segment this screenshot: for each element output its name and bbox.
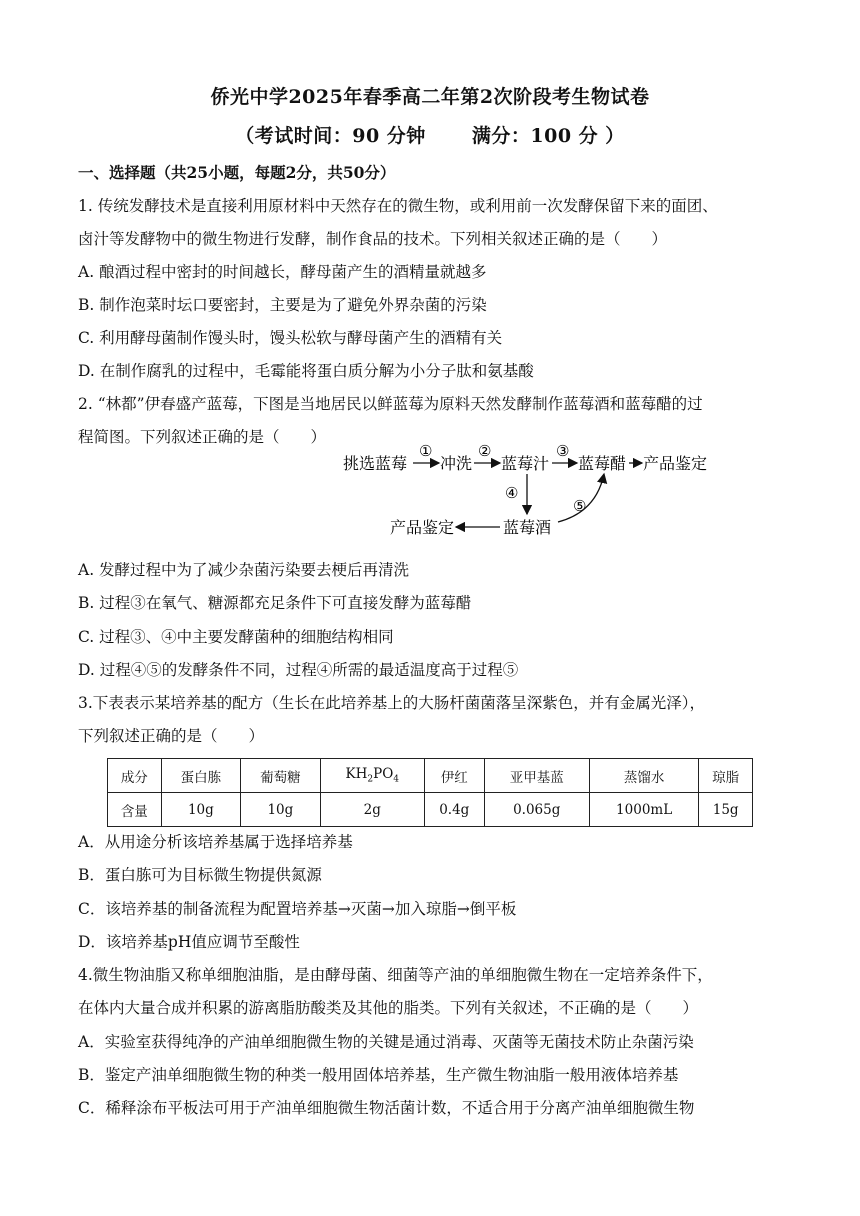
table-row <box>108 759 753 793</box>
table-cell: 10g <box>241 793 320 827</box>
table-cell: 成分 <box>108 759 162 793</box>
table-cell: 含量 <box>108 793 162 827</box>
q1-option-d: D. 在制作腐乳的过程中，毛霉能将蛋白质分解为小分子肽和氨基酸 <box>78 362 534 380</box>
table-cell: 15g <box>699 793 753 827</box>
q1-stem-line1: 1. 传统发酵技术是直接利用原材料中天然存在的微生物，或利用前一次发酵保留下来的面团、 <box>78 197 718 215</box>
step-5-label: ⑤ <box>573 497 587 515</box>
q3-option-b: B．蛋白胨可为目标微生物提供氮源 <box>78 866 322 884</box>
q2-option-a: A. 发酵过程中为了减少杂菌污染要去梗后再清洗 <box>78 561 410 579</box>
table-cell: 亚甲基蓝 <box>484 759 589 793</box>
q4-stem-line1: 4.微生物油脂又称单细胞油脂，是由酵母菌、细菌等产油的单细胞微生物在一定培养条件下， <box>78 966 713 984</box>
chem-kh: KH <box>345 766 368 783</box>
section-heading: 一、选择题（共25小题，每题2分，共50分） <box>78 163 396 182</box>
table-cell: 琼脂 <box>699 759 753 793</box>
chem-sub-2: 2 <box>367 774 374 785</box>
table-cell: 伊红 <box>424 759 484 793</box>
q2-option-d: D. 过程④⑤的发酵条件不同，过程④所需的最适温度高于过程⑤ <box>78 661 519 679</box>
table-cell: 2g <box>320 793 424 827</box>
q3-stem-line1: 3.下表表示某培养基的配方（生长在此培养基上的大肠杆菌菌落呈深紫色，并有金属光泽）， <box>78 694 706 712</box>
step-1-label: ① <box>419 442 433 460</box>
q4-option-b: B．鉴定产油单细胞微生物的种类一般用固体培养基，生产微生物油脂一般用液体培养基 <box>78 1066 679 1084</box>
step-2-label: ② <box>478 442 492 460</box>
q2-stem-line1: 2. “林都”伊春盛产蓝莓，下图是当地居民以鲜蓝莓为原料天然发酵制作蓝莓酒和蓝莓醋的过 <box>78 395 703 413</box>
q1-stem-line2: 卤汁等发酵物中的微生物进行发酵，制作食品的技术。下列相关叙述正确的是（ ） <box>78 230 668 248</box>
step-3-label: ③ <box>556 442 570 460</box>
chem-sub-4: 4 <box>393 774 400 785</box>
q3-option-d: D．该培养基pH值应调节至酸性 <box>78 933 300 951</box>
q3-option-c: C．该培养基的制备流程为配置培养基→灭菌→加入琼脂→倒平板 <box>78 900 517 918</box>
table-cell: 10g <box>161 793 240 827</box>
table-cell: 1000mL <box>589 793 698 827</box>
node-blueberry-juice: 蓝莓汁 <box>501 454 550 473</box>
node-blueberry-vinegar: 蓝莓醋 <box>578 454 627 473</box>
node-select-blueberry: 挑选蓝莓 <box>343 454 408 473</box>
q1-option-a: A. 酿酒过程中密封的时间越长，酵母菌产生的酒精量就越多 <box>78 263 487 281</box>
node-blueberry-wine: 蓝莓酒 <box>503 518 552 537</box>
q4-option-a: A．实验室获得纯净的产油单细胞微生物的关键是通过消毒、灭菌等无菌技术防止杂菌污染 <box>78 1033 694 1051</box>
q2-option-c: C. 过程③、④中主要发酵菌种的细胞结构相同 <box>78 628 394 646</box>
q3-option-a: A．从用途分析该培养基属于选择培养基 <box>78 833 353 851</box>
q1-option-c: C. 利用酵母菌制作馒头时，馒头松软与酵母菌产生的酒精有关 <box>78 329 503 347</box>
table-cell: 0.065g <box>484 793 589 827</box>
table-cell: 0.4g <box>424 793 484 827</box>
table-cell: 葡萄糖 <box>241 759 320 793</box>
node-wash: 冲洗 <box>440 454 473 473</box>
exam-subtitle: （考试时间：90 分钟 满分：100 分 ） <box>235 125 625 147</box>
q3-stem-line2: 下列叙述正确的是（ ） <box>78 727 265 745</box>
table-cell: 蛋白胨 <box>161 759 240 793</box>
culture-medium-table <box>107 758 753 827</box>
step-4-label: ④ <box>505 484 519 502</box>
q2-stem-line2: 程简图。下列叙述正确的是（ ） <box>78 428 327 446</box>
table-cell: 蒸馏水 <box>589 759 698 793</box>
node-product-identification-2: 产品鉴定 <box>390 518 455 537</box>
table-row <box>108 793 753 827</box>
table-cell-kh2po4 <box>320 759 424 793</box>
chem-po: PO <box>373 766 394 783</box>
q2-option-b: B. 过程③在氧气、糖源都充足条件下可直接发酵为蓝莓醋 <box>78 594 472 612</box>
q4-option-c: C．稀释涂布平板法可用于产油单细胞微生物活菌计数，不适合用于分离产油单细胞微生物 <box>78 1099 695 1117</box>
q1-option-b: B. 制作泡菜时坛口要密封，主要是为了避免外界杂菌的污染 <box>78 296 487 314</box>
fermentation-flow-diagram <box>330 438 730 548</box>
exam-title: 侨光中学2025年春季高二年第2次阶段考生物试卷 <box>210 86 650 108</box>
q4-stem-line2: 在体内大量合成并积累的游离脂肪酸类及其他的脂类。下列有关叙述，不正确的是（ ） <box>78 999 699 1017</box>
node-product-identification-1: 产品鉴定 <box>643 454 708 473</box>
